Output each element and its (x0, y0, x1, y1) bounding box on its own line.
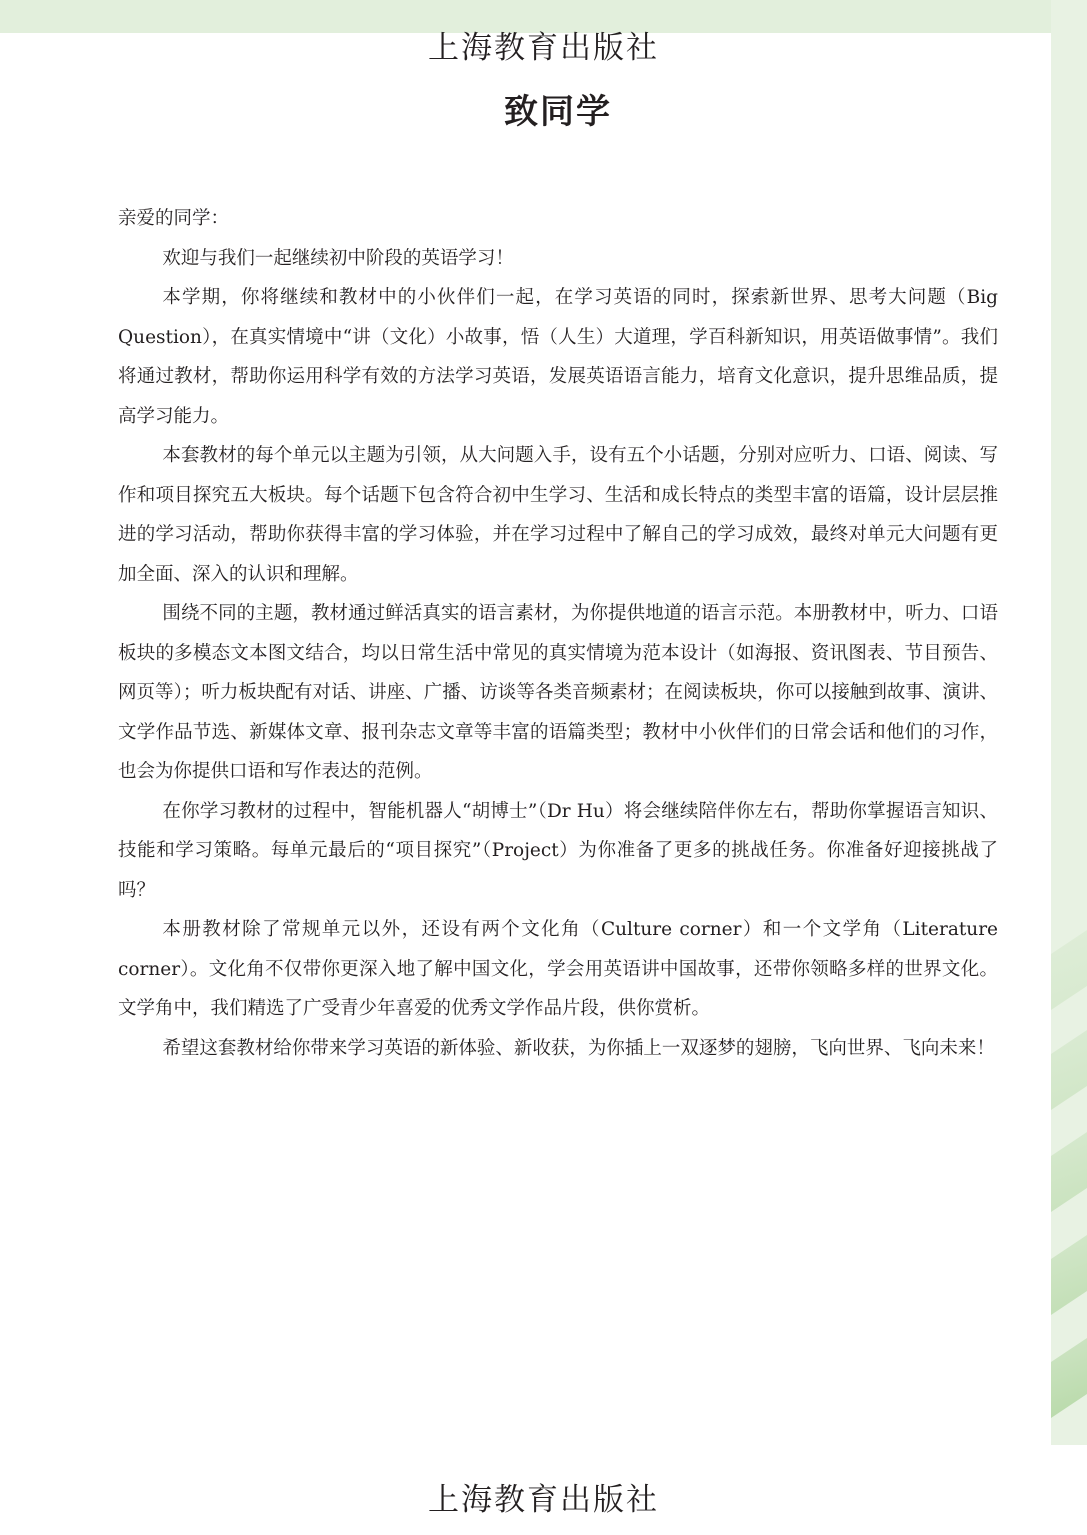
decorative-stripe (1051, 1030, 1087, 1110)
letter-paragraph: 在你学习教材的过程中，智能机器人“胡博士”（Dr Hu）将会继续陪伴你左右，帮助你掌握语言知识、技能和学习策略。每单元最后的“项目探究”（Project）为你准备了更多的挑战任务。你准备好迎接挑战了吗？ (118, 800, 998, 901)
letter-paragraph: 本学期，你将继续和教材中的小伙伴们一起，在学习英语的同时，探索新世界、思考大问题（Big Question），在真实情境中“讲（文化）小故事，悟（人生）大道理，学百科新知识，用英语做事情”。我们将通过教材，帮助你运用科学有效的方法学习英语，发展英语语言能力，培育文化意识，提升思维品质，提高学习能力。 (118, 287, 998, 427)
page-title: 致同学 (504, 92, 612, 132)
side-decorative-band (1051, 0, 1087, 1445)
decorative-stripe (1051, 930, 1087, 1010)
letter-paragraph: 围绕不同的主题，教材通过鲜活真实的语言素材，为你提供地道的语言示范。本册教材中，听力、口语板块的多模态文本图文结合，均以日常生活中常见的真实情境为范本设计（如海报、资讯图表、节目预告、网页等）；听力板块配有对话、讲座、广播、访谈等各类音频素材；在阅读板块，你可以接触到故事、演讲、文学作品节选、新媒体文章、报刊杂志文章等丰富的语篇类型；教材中小伙伴们的日常会话和他们的习作，也会为你提供口语和写作表达的范例。 (118, 603, 998, 782)
letter-paragraph: 本套教材的每个单元以主题为引领，从大问题入手，设有五个小话题，分别对应听力、口语、阅读、写作和项目探究五大板块。每个话题下包含符合初中生学习、生活和成长特点的类型丰富的语篇，设计层层推进的学习活动，帮助你获得丰富的学习体验，并在学习过程中了解自己的学习成效，最终对单元大问题有更加全面、深入的认识和理解。 (118, 445, 998, 585)
letter-salutation: 亲爱的同学： (118, 208, 230, 229)
publisher-watermark-top: 上海教育出版社 (428, 30, 659, 66)
letter-paragraph: 本册教材除了常规单元以外，还设有两个文化角（Culture corner）和一个文学角（Literature corner）。文化角不仅带你更深入地了解中国文化，学会用英语讲中国故事，还带你领略多样的世界文化。文学角中，我们精选了广受青少年喜爱的优秀文学作品片段，供你赏析。 (118, 919, 998, 1019)
decorative-stripe (1051, 1338, 1087, 1418)
letter-paragraph: 希望这套教材给你带来学习英语的新体验、新收获，为你插上一双逐梦的翅膀，飞向世界、飞向未来！ (162, 1037, 995, 1059)
letter-paragraph: 欢迎与我们一起继续初中阶段的英语学习！ (162, 247, 514, 269)
letter-body (118, 199, 998, 1068)
decorative-stripe (1051, 1235, 1087, 1315)
decorative-stripe (1051, 1132, 1087, 1212)
publisher-watermark-bottom: 上海教育出版社 (428, 1482, 659, 1518)
